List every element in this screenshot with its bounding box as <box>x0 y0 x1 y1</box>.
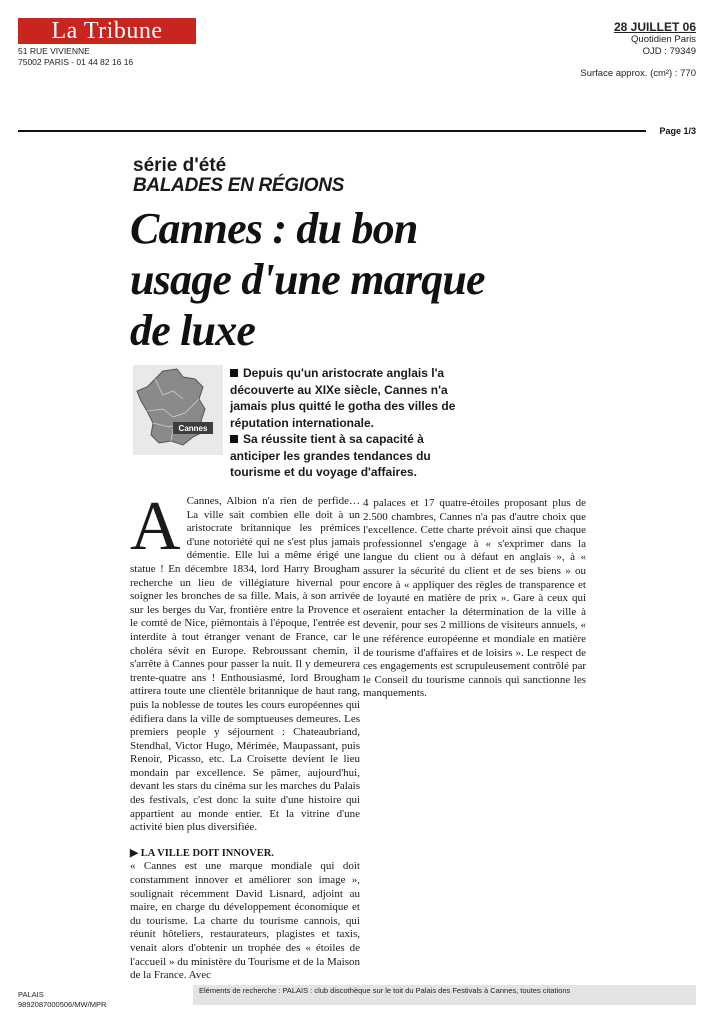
footer-reference <box>18 990 106 1009</box>
body-paragraph-1: Cannes, Albion n'a rien de perfide… La ville sait combien elle doit à un aristocrate britannique les prémices d'une notoriété qui ne s'est plus jamais démentie. Elle lui a même érigé une statue ! En décembre 1834, lord Harry Brougham recherche un lieu de villégiature hivernal pour soigner les bronches de sa fille. Mais, à son arrivée sur les berges du Var, frontière entre la Provence et le comté de Nice, piémontais à l'époque, l'entrée est interdite à tout étranger venant de France, car le choléra sévit en Europe. Rebroussant chemin, il s'arrête à Cannes pour passer la nuit. Il y demeurera trente-quatre ans ! Enthousiasmé, lord Brougham attirera toute une clientèle britannique de haut rang, puis la noblesse de toutes les cours européennes qui édifiera dans la ville de somptueuses demeures. Les premiers people y séjournent : Chateaubriand, Stendhal, Victor Hugo, Mérimée, Maupassant, puis Renoir, Picasso, etc. La Croisette devient le lieu mondain par excellence. Se pâmer, aujourd'hui, devant les stars du cinéma sur les marches du Palais des festivals, c'est donc la suite d'une histoire qui appartient au monde entier. Et la vitrine d'une activité bien plus diversifiée. <box>130 495 360 834</box>
article-lede <box>230 365 458 481</box>
drop-cap: A <box>130 488 181 565</box>
series-title: BALADES EN RÉGIONS <box>133 175 345 196</box>
square-bullet-icon <box>230 435 238 443</box>
periodicity: Quotidien Paris <box>631 34 696 45</box>
lede-paragraph-1: Depuis qu'un aristocrate anglais l'a découverte au XIXe siècle, Cannes n'a jamais plus quitté le gotha des villes de réputation internationale. <box>230 366 456 430</box>
publication-date: 28 JUILLET 06 <box>613 20 696 34</box>
article-column-1 <box>130 488 360 983</box>
address-line2: 75002 PARIS - 01 44 82 16 16 <box>18 57 134 67</box>
address-line1: 51 RUE VIVIENNE <box>18 46 90 56</box>
publication-info <box>580 20 696 80</box>
page-number: Page 1/3 <box>659 126 696 136</box>
subheading: ▶ LA VILLE DOIT INNOVER. <box>130 847 274 859</box>
square-bullet-icon <box>230 369 238 377</box>
newspaper-logo: La Tribune <box>18 18 196 44</box>
france-map-icon <box>133 365 223 455</box>
search-elements-bar: Eléments de recherche : PALAIS : club discothèque sur le toit du Palais des Festivals à Cannes, toutes citations <box>193 985 696 1005</box>
lede-paragraph-2: Sa réussite tient à sa capacité à anticiper les grandes tendances du tourisme et du voyage d'affaires. <box>230 432 431 479</box>
header-rule <box>18 130 646 132</box>
article-column-2 <box>363 497 586 701</box>
publisher-address <box>18 46 133 68</box>
surface-info: Surface approx. (cm²) : 770 <box>580 68 696 79</box>
series-kicker: série d'été <box>133 155 227 176</box>
footer-ref2: 9892087000506/MW/MPR <box>18 999 107 1009</box>
body-paragraph-3: 4 palaces et 17 quatre-étoiles proposant plus de 2.500 chambres, Cannes n'a pas d'autre choix que l'excellence. Cette charte prévoit ainsi que chaque professionnel s'engage à « s'exprimer dans la langue du client ou à défaut en anglais », à « assurer la sécurité du client et de ses biens » ou encore à « appliquer des règles de transparence et de loyauté en matière de prix ». Gare à ceux qui oseraient entacher la détermination de la ville à devenir, pour ses 2 millions de visiteurs annuels, « une référence européenne et mondiale en matière de tourisme d'affaires et de loisirs ». Le respect de ces engagements est scrupuleusement contrôlé par le Conseil du tourisme cannois qui sanctionne les manquements. <box>363 497 586 700</box>
article-title: Cannes : du bon usage d'une marque de luxe <box>130 204 485 355</box>
map-city-label: Cannes <box>178 424 208 433</box>
ojd-count: OJD : 79349 <box>642 46 696 57</box>
body-paragraph-2: « Cannes est une marque mondiale qui doit constamment innover et améliorer son image », soulignait récemment David Lisnard, adjoint au maire, en charge du développement économique et du tourisme. La charte du tourisme cannois, qui réunit hôteliers, restaurateurs, plagistes et taxis, venait alors d'obtenir un trophée des « étoiles de l'accueil » du ministère du Tourisme et de la Maison de la France. Avec <box>130 860 360 982</box>
footer-ref1: PALAIS <box>18 990 44 999</box>
